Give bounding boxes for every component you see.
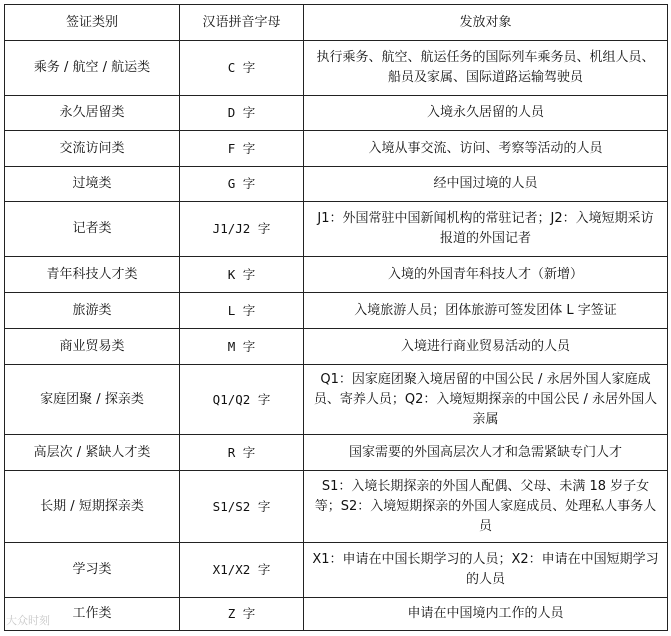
row-target: 入境旅游人员；团体旅游可签发团体 L 字签证 [304, 293, 668, 329]
row-category: 高层次 / 紧缺人才类 [5, 435, 180, 471]
row-category: 旅游类 [5, 293, 180, 329]
row-target: X1：申请在中国长期学习的人员；X2：申请在中国短期学习的人员 [304, 543, 668, 598]
row-category: 永久居留类 [5, 96, 180, 131]
row-code: J1/J2 字 [180, 202, 304, 257]
watermark-logo: 大众时刻 [6, 614, 50, 627]
visa-category-table [4, 4, 668, 631]
row-target: S1：入境长期探亲的外国人配偶、父母、未满 18 岁子女等；S2：入境短期探亲的外国人家庭成员、处理私人事务人员 [304, 471, 668, 543]
row-category: 记者类 [5, 202, 180, 257]
row-code: S1/S2 字 [180, 471, 304, 543]
table-row [5, 293, 668, 329]
table-row [5, 167, 668, 202]
row-target: 入境的外国青年科技人才（新增） [304, 257, 668, 293]
row-code: R 字 [180, 435, 304, 471]
row-code: Q1/Q2 字 [180, 365, 304, 435]
table-row [5, 96, 668, 131]
row-target: Q1：因家庭团聚入境居留的中国公民 / 永居外国人家庭成员、寄养人员；Q2：入境短期探亲的中国公民 / 永居外国人亲属 [304, 365, 668, 435]
row-code: C 字 [180, 41, 304, 96]
row-code: F 字 [180, 131, 304, 167]
table-row [5, 365, 668, 435]
row-code: K 字 [180, 257, 304, 293]
table-row [5, 202, 668, 257]
table-row [5, 435, 668, 471]
row-code: L 字 [180, 293, 304, 329]
row-target: 入境永久居留的人员 [304, 96, 668, 131]
table-row [5, 598, 668, 631]
row-category: 商业贸易类 [5, 329, 180, 365]
row-category: 长期 / 短期探亲类 [5, 471, 180, 543]
row-target: 入境进行商业贸易活动的人员 [304, 329, 668, 365]
table-row [5, 543, 668, 598]
row-code: D 字 [180, 96, 304, 131]
header-target: 发放对象 [304, 5, 668, 41]
row-code: M 字 [180, 329, 304, 365]
header-row [5, 5, 668, 41]
row-target: 经中国过境的人员 [304, 167, 668, 202]
table-row [5, 329, 668, 365]
row-category: 过境类 [5, 167, 180, 202]
row-target: J1：外国常驻中国新闻机构的常驻记者；J2：入境短期采访报道的外国记者 [304, 202, 668, 257]
row-category: 工作类 [5, 598, 180, 631]
row-category: 家庭团聚 / 探亲类 [5, 365, 180, 435]
row-category: 青年科技人才类 [5, 257, 180, 293]
row-target: 国家需要的外国高层次人才和急需紧缺专门人才 [304, 435, 668, 471]
table-row [5, 131, 668, 167]
row-target: 申请在中国境内工作的人员 [304, 598, 668, 631]
table-row [5, 471, 668, 543]
table-row [5, 257, 668, 293]
row-target: 入境从事交流、访问、考察等活动的人员 [304, 131, 668, 167]
row-category: 学习类 [5, 543, 180, 598]
row-target: 执行乘务、航空、航运任务的国际列车乘务员、机组人员、船员及家属、国际道路运输驾驶员 [304, 41, 668, 96]
row-code: G 字 [180, 167, 304, 202]
row-code: Z 字 [180, 598, 304, 631]
row-category: 交流访问类 [5, 131, 180, 167]
header-category: 签证类别 [5, 5, 180, 41]
header-code: 汉语拼音字母 [180, 5, 304, 41]
table-row [5, 41, 668, 96]
row-code: X1/X2 字 [180, 543, 304, 598]
row-category: 乘务 / 航空 / 航运类 [5, 41, 180, 96]
